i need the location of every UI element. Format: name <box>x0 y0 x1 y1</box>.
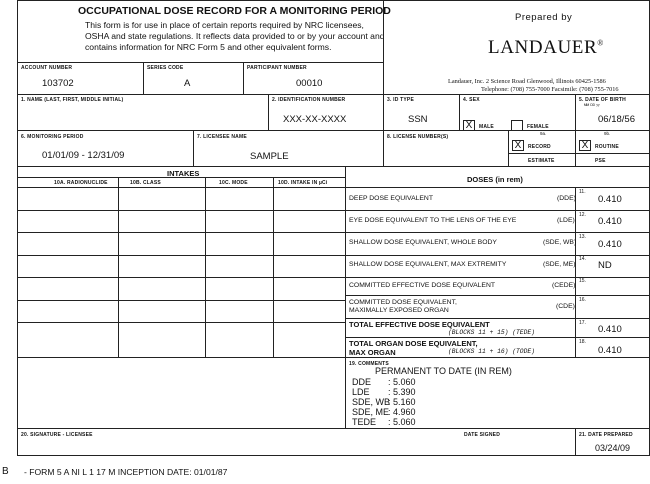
dose-number: 15. <box>579 278 586 284</box>
dose-label: COMMITTED EFFECTIVE DOSE EQUIVALENT <box>349 282 496 289</box>
comments-label: 19. COMMENTS <box>349 361 389 367</box>
dose-label: COMMITTED DOSE EQUIVALENT, <box>349 299 457 306</box>
dose-label: TOTAL EFFECTIVE DOSE EQUIVALENT <box>349 320 490 329</box>
intake-row-line <box>17 300 345 301</box>
date-of-birth: 06/18/56 <box>598 114 635 125</box>
comment-name: TEDE <box>352 417 377 427</box>
landauer-logo-text: LANDAUER <box>488 37 598 58</box>
comment-value: : 5.060 <box>388 417 416 427</box>
series-code: A <box>184 78 191 89</box>
landauer-phone: Telephone: (708) 755-7000 Facsimile: (708) 755-7016 <box>481 86 619 93</box>
comment-name: SDE, ME <box>352 407 390 417</box>
dob-subheading: ᴹᴹ ᴰᴰ ʸʸ <box>584 103 600 109</box>
form-title: OCCUPATIONAL DOSE RECORD FOR A MONITORING PERIOD <box>78 5 391 17</box>
series-code-label: SERIES CODE <box>147 65 184 71</box>
registered-mark: ® <box>597 38 604 48</box>
dose-label-line2: MAXIMALLY EXPOSED ORGAN <box>349 307 449 314</box>
dose-code: (LDE) <box>557 217 575 224</box>
account-number-label: ACCOUNT NUMBER <box>21 65 73 71</box>
form-border <box>17 0 650 456</box>
dose-value: 0.410 <box>598 216 622 227</box>
dose-number: 17. <box>579 320 586 326</box>
dose-number: 14. <box>579 256 586 262</box>
dose-code: (DDE) <box>557 195 576 202</box>
dose-value: 0.410 <box>598 194 622 205</box>
dose-label-line2: MAX ORGAN <box>349 348 396 357</box>
dose-value: 0.410 <box>598 239 622 250</box>
landauer-logo <box>488 37 604 59</box>
prepared-by: Prepared by <box>515 12 573 23</box>
dose-label: DEEP DOSE EQUIVALENT <box>349 195 433 202</box>
dose-number: 18. <box>579 339 586 345</box>
intake-row-line <box>17 277 345 278</box>
dose-number: 16. <box>579 297 586 303</box>
comments-heading: PERMANENT TO DATE (IN REM) <box>375 366 512 376</box>
dose-code: (SDE, ME) <box>543 261 576 268</box>
sex-label: 4. SEX <box>463 97 480 103</box>
dose-code: (BLOCKS 11 + 15) (TEDE) <box>448 329 535 336</box>
doses-header: DOSES (in rem) <box>467 175 523 184</box>
dose-code: (CDE) <box>556 303 575 310</box>
dose-number: 12. <box>579 212 586 218</box>
routine-label: ROUTINE <box>595 144 619 150</box>
sex-female-label: FEMALE <box>527 124 549 130</box>
date-signed-label: DATE SIGNED <box>464 432 500 438</box>
record-label: RECORD <box>528 144 551 150</box>
dose-label: EYE DOSE EQUIVALENT TO THE LENS OF THE EYE <box>349 217 517 224</box>
participant-number: 00010 <box>296 78 323 89</box>
account-number: 103702 <box>42 78 74 89</box>
date-prepared-label: 21. DATE PREPARED <box>579 432 633 438</box>
sex-male-checkbox[interactable]: X <box>463 120 475 131</box>
dose-label: SHALLOW DOSE EQUIVALENT, MAX EXTREMITY <box>349 261 507 268</box>
license-numbers-label: 8. LICENSE NUMBER(S) <box>387 134 449 140</box>
landauer-address: Landauer, Inc. 2 Science Road Glenwood, Illinois 60425-1586 <box>448 78 606 85</box>
pse-label: PSE <box>595 158 606 164</box>
estimate-label: ESTIMATE <box>528 158 555 164</box>
licensee-name-label: 7. LICENSEE NAME <box>197 134 247 140</box>
routine-subheading: 9b. <box>604 131 611 136</box>
intakes-col-radionuclide: 10A. RADIONUCLIDE <box>54 180 108 186</box>
comment-value: : 5.160 <box>388 397 416 407</box>
comment-name: LDE <box>352 387 370 397</box>
dob-label: 5. DATE OF BIRTH <box>579 97 626 103</box>
figure-letter: B <box>2 466 9 477</box>
monitoring-period-label: 6. MONITORING PERIOD <box>21 134 84 140</box>
comment-value: : 5.060 <box>388 377 416 387</box>
licensee-name: SAMPLE <box>250 151 289 162</box>
comment-name: SDE, WB <box>352 397 391 407</box>
intake-row-line <box>17 255 345 256</box>
record-subheading: 9a. <box>540 131 547 136</box>
identification-label: 2. IDENTIFICATION NUMBER <box>272 97 346 103</box>
id-type-label: 3. ID TYPE <box>387 97 415 103</box>
dose-code: (CEDE) <box>552 282 576 289</box>
routine-checkbox[interactable]: X <box>579 140 591 151</box>
form-intro: This form is for use in place of certain reports required by NRC licensees, OSHA and state regulations. It reflects data provided to or by your account and contains information for NRC Form 5 and other equivalent forms. <box>85 20 385 52</box>
dose-label: TOTAL ORGAN DOSE EQUIVALENT, <box>349 339 478 348</box>
dose-number: 13. <box>579 234 586 240</box>
intake-row-line <box>17 357 345 358</box>
date-prepared: 03/24/09 <box>595 443 631 453</box>
intakes-header: INTAKES <box>167 169 200 178</box>
intakes-col-class: 10B. CLASS <box>130 180 161 186</box>
intakes-col-mode: 10C. MODE <box>219 180 248 186</box>
comment-value: : 4.960 <box>388 407 416 417</box>
dose-code: (SDE, WB) <box>543 239 577 246</box>
dose-number: 11. <box>579 189 586 195</box>
comment-value: : 5.390 <box>388 387 416 397</box>
id-type: SSN <box>408 114 428 125</box>
dose-code: (BLOCKS 11 + 16) (TODE) <box>448 348 535 355</box>
intake-row-line <box>17 210 345 211</box>
signature-label: 20. SIGNATURE - LICENSEE <box>21 432 93 438</box>
participant-number-label: PARTICIPANT NUMBER <box>247 65 307 71</box>
comment-name: DDE <box>352 377 372 387</box>
form-code: - FORM 5 A NI L 1 17 M INCEPTION DATE: 01/01/87 <box>24 467 228 477</box>
dose-label: SHALLOW DOSE EQUIVALENT, WHOLE BODY <box>349 239 497 246</box>
record-checkbox[interactable]: X <box>512 140 524 151</box>
intakes-col-intake: 10D. INTAKE IN µCi <box>278 180 328 186</box>
identification-number: XXX-XX-XXXX <box>283 114 347 125</box>
dose-value: ND <box>598 260 612 271</box>
dose-value: 0.410 <box>598 324 622 335</box>
name-label: 1. NAME (LAST, FIRST, MIDDLE INITIAL) <box>21 97 124 103</box>
dose-value: 0.410 <box>598 345 622 356</box>
sex-male-label: MALE <box>479 124 494 130</box>
intake-row-line <box>17 232 345 233</box>
intake-row-line <box>17 322 345 323</box>
monitoring-period: 01/01/09 - 12/31/09 <box>42 150 125 161</box>
